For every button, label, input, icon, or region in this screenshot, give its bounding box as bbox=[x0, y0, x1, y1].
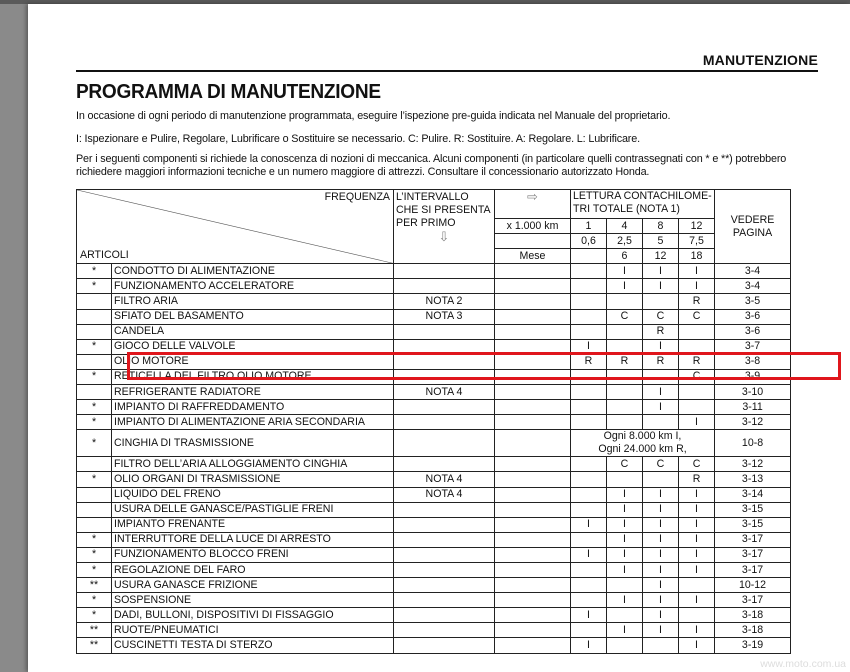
row-value: R bbox=[571, 354, 607, 369]
row-item: IMPIANTO FRENANTE bbox=[112, 517, 394, 532]
row-blank bbox=[495, 638, 571, 653]
header-frequenza: FREQUENZA bbox=[324, 191, 390, 203]
row-page: 3-15 bbox=[715, 502, 791, 517]
row-page: 10-8 bbox=[715, 430, 791, 457]
row-blank bbox=[495, 400, 571, 415]
row-note: NOTA 4 bbox=[394, 472, 495, 487]
row-value bbox=[571, 385, 607, 400]
row-page: 3-8 bbox=[715, 354, 791, 369]
row-note bbox=[394, 457, 495, 472]
row-mark bbox=[77, 502, 112, 517]
row-value: C bbox=[643, 309, 679, 324]
intro-paragraph: In occasione di ogni periodo di manutenzione programmata, eseguire l’ispezione pre-guida indicata nel Manuale del proprietario. bbox=[76, 110, 671, 122]
row-item: INTERRUTTORE DELLA LUCE DI ARRESTO bbox=[112, 532, 394, 547]
row-value: I bbox=[643, 487, 679, 502]
row-value: I bbox=[607, 623, 643, 638]
table-row bbox=[77, 623, 791, 638]
interval-line: Ogni 8.000 km I, bbox=[603, 430, 682, 443]
row-value: C bbox=[679, 369, 715, 384]
row-value: I bbox=[607, 532, 643, 547]
header-month-value: 12 bbox=[643, 249, 679, 264]
row-value bbox=[679, 400, 715, 415]
row-mark: * bbox=[77, 608, 112, 623]
row-page: 3-14 bbox=[715, 487, 791, 502]
row-mark: * bbox=[77, 279, 112, 294]
row-value: C bbox=[679, 457, 715, 472]
row-value bbox=[607, 608, 643, 623]
row-page: 3-9 bbox=[715, 369, 791, 384]
row-page: 3-13 bbox=[715, 472, 791, 487]
row-page: 3-5 bbox=[715, 294, 791, 309]
row-blank bbox=[495, 623, 571, 638]
row-value: I bbox=[643, 562, 679, 577]
row-blank bbox=[495, 309, 571, 324]
row-mark: * bbox=[77, 400, 112, 415]
header-rule bbox=[76, 70, 818, 72]
row-mark: * bbox=[77, 562, 112, 577]
row-note bbox=[394, 638, 495, 653]
row-interval-text bbox=[571, 430, 715, 457]
row-mark bbox=[77, 309, 112, 324]
row-page: 3-17 bbox=[715, 593, 791, 608]
row-note bbox=[394, 562, 495, 577]
row-blank bbox=[495, 593, 571, 608]
row-value: I bbox=[679, 532, 715, 547]
row-value bbox=[607, 294, 643, 309]
row-value bbox=[571, 457, 607, 472]
row-value bbox=[643, 294, 679, 309]
row-value: I bbox=[571, 608, 607, 623]
table-row bbox=[77, 457, 791, 472]
header-vedere-pagina: VEDERE PAGINA bbox=[715, 190, 791, 264]
row-value: I bbox=[571, 517, 607, 532]
row-item: FILTRO ARIA bbox=[112, 294, 394, 309]
row-page: 3-18 bbox=[715, 608, 791, 623]
row-note bbox=[394, 324, 495, 339]
row-value bbox=[607, 578, 643, 593]
row-mark bbox=[77, 487, 112, 502]
row-value: I bbox=[679, 502, 715, 517]
row-note bbox=[394, 593, 495, 608]
row-value: R bbox=[643, 324, 679, 339]
table-row bbox=[77, 385, 791, 400]
row-blank bbox=[495, 294, 571, 309]
header-lettura: LETTURA CONTACHILOME-TRI TOTALE (NOTA 1) bbox=[571, 190, 715, 219]
row-value bbox=[643, 415, 679, 430]
row-blank bbox=[495, 472, 571, 487]
row-mark bbox=[77, 294, 112, 309]
row-value: I bbox=[679, 279, 715, 294]
row-mark bbox=[77, 457, 112, 472]
row-item: RUOTE/PNEUMATICI bbox=[112, 623, 394, 638]
row-item: REFRIGERANTE RADIATORE bbox=[112, 385, 394, 400]
row-item: CANDELA bbox=[112, 324, 394, 339]
header-km-value: 8 bbox=[643, 219, 679, 234]
row-item: CINGHIA DI TRASMISSIONE bbox=[112, 430, 394, 457]
table-row bbox=[77, 430, 791, 457]
row-page: 3-6 bbox=[715, 324, 791, 339]
row-value bbox=[643, 472, 679, 487]
row-note bbox=[394, 547, 495, 562]
row-value bbox=[679, 385, 715, 400]
row-value bbox=[571, 309, 607, 324]
row-mark bbox=[77, 354, 112, 369]
row-note bbox=[394, 608, 495, 623]
row-value bbox=[643, 638, 679, 653]
row-value: R bbox=[643, 354, 679, 369]
header-mile-value: 7,5 bbox=[679, 234, 715, 249]
row-page: 3-12 bbox=[715, 457, 791, 472]
row-item: IMPIANTO DI ALIMENTAZIONE ARIA SECONDARIA bbox=[112, 415, 394, 430]
table-row bbox=[77, 578, 791, 593]
row-value bbox=[607, 415, 643, 430]
table-row bbox=[77, 279, 791, 294]
watermark: www.moto.com.ua bbox=[760, 658, 846, 670]
header-blank bbox=[495, 234, 571, 249]
row-item: FUNZIONAMENTO BLOCCO FRENI bbox=[112, 547, 394, 562]
row-value: I bbox=[643, 385, 679, 400]
row-mark bbox=[77, 517, 112, 532]
row-value bbox=[571, 502, 607, 517]
row-blank bbox=[495, 487, 571, 502]
row-blank bbox=[495, 517, 571, 532]
table-row bbox=[77, 502, 791, 517]
row-value bbox=[571, 264, 607, 279]
row-value: I bbox=[679, 593, 715, 608]
row-value: I bbox=[643, 578, 679, 593]
table-row bbox=[77, 309, 791, 324]
row-blank bbox=[495, 532, 571, 547]
row-mark: * bbox=[77, 547, 112, 562]
row-mark: * bbox=[77, 472, 112, 487]
row-item: OLIO ORGANI DI TRASMISSIONE bbox=[112, 472, 394, 487]
row-value bbox=[571, 324, 607, 339]
row-mark: ** bbox=[77, 578, 112, 593]
row-value: I bbox=[607, 517, 643, 532]
header-mile-value: 2,5 bbox=[607, 234, 643, 249]
row-blank bbox=[495, 547, 571, 562]
highlight-box-olio-motore bbox=[127, 352, 841, 380]
row-value: I bbox=[607, 562, 643, 577]
row-value: I bbox=[643, 593, 679, 608]
header-arrow-cell bbox=[495, 190, 571, 219]
row-value: I bbox=[643, 400, 679, 415]
header-mile-value: 5 bbox=[643, 234, 679, 249]
row-value bbox=[571, 562, 607, 577]
table-row bbox=[77, 593, 791, 608]
row-blank bbox=[495, 608, 571, 623]
row-value: I bbox=[643, 279, 679, 294]
row-value: I bbox=[679, 623, 715, 638]
header-km-value: 4 bbox=[607, 219, 643, 234]
row-mark: * bbox=[77, 415, 112, 430]
header-month-value: 18 bbox=[679, 249, 715, 264]
row-mark: * bbox=[77, 430, 112, 457]
row-page: 3-17 bbox=[715, 532, 791, 547]
row-note bbox=[394, 517, 495, 532]
row-value: R bbox=[679, 354, 715, 369]
header-frequency-articles bbox=[77, 190, 394, 264]
row-value: I bbox=[643, 264, 679, 279]
table-row bbox=[77, 562, 791, 577]
row-value: I bbox=[607, 264, 643, 279]
row-value: R bbox=[679, 472, 715, 487]
row-blank bbox=[495, 415, 571, 430]
row-page: 3-19 bbox=[715, 638, 791, 653]
row-mark bbox=[77, 324, 112, 339]
row-value: I bbox=[643, 532, 679, 547]
table-row bbox=[77, 415, 791, 430]
mechanics-paragraph: Per i seguenti componenti si richiede la conoscenza di nozioni di meccanica. Alcuni componenti (in particolare quelli contrassegnati con * e **) potrebbero richiedere maggiori informazioni tecniche e un numero maggiore di attrezzi. Consultare il concessionario autorizzato Honda. bbox=[76, 153, 787, 179]
row-note bbox=[394, 623, 495, 638]
row-value bbox=[571, 279, 607, 294]
header-month-value bbox=[571, 249, 607, 264]
row-page: 3-17 bbox=[715, 547, 791, 562]
row-value: I bbox=[679, 415, 715, 430]
maintenance-rows bbox=[77, 264, 791, 653]
row-mark: * bbox=[77, 264, 112, 279]
header-intervallo bbox=[394, 190, 495, 264]
row-page: 3-4 bbox=[715, 279, 791, 294]
maintenance-table bbox=[76, 189, 791, 654]
row-item: REGOLAZIONE DEL FARO bbox=[112, 562, 394, 577]
row-value: I bbox=[679, 517, 715, 532]
row-item: USURA DELLE GANASCE/PASTIGLIE FRENI bbox=[112, 502, 394, 517]
table-row bbox=[77, 487, 791, 502]
section-header: MANUTENZIONE bbox=[702, 52, 818, 68]
row-value: R bbox=[679, 294, 715, 309]
row-item: CONDOTTO DI ALIMENTAZIONE bbox=[112, 264, 394, 279]
row-page: 3-6 bbox=[715, 309, 791, 324]
row-value: I bbox=[571, 638, 607, 653]
row-item: SOSPENSIONE bbox=[112, 593, 394, 608]
table-row bbox=[77, 547, 791, 562]
arrow-right-icon: ⇨ bbox=[527, 189, 538, 204]
row-value: I bbox=[643, 608, 679, 623]
header-km-value: 1 bbox=[571, 219, 607, 234]
table-row bbox=[77, 294, 791, 309]
row-mark: * bbox=[77, 339, 112, 354]
header-mese-label: Mese bbox=[495, 249, 571, 264]
row-mark: * bbox=[77, 593, 112, 608]
row-value: I bbox=[679, 547, 715, 562]
row-blank bbox=[495, 502, 571, 517]
row-value: C bbox=[643, 457, 679, 472]
row-value: I bbox=[607, 487, 643, 502]
row-value: I bbox=[643, 623, 679, 638]
row-item: USURA GANASCE FRIZIONE bbox=[112, 578, 394, 593]
row-note bbox=[394, 415, 495, 430]
row-value: I bbox=[571, 547, 607, 562]
row-item: FUNZIONAMENTO ACCELERATORE bbox=[112, 279, 394, 294]
row-item: SFIATO DEL BASAMENTO bbox=[112, 309, 394, 324]
table-row bbox=[77, 517, 791, 532]
row-blank bbox=[495, 578, 571, 593]
row-note bbox=[394, 578, 495, 593]
table-row bbox=[77, 324, 791, 339]
row-value: I bbox=[679, 638, 715, 653]
row-page: 3-7 bbox=[715, 339, 791, 354]
table-row bbox=[77, 638, 791, 653]
row-value: R bbox=[607, 354, 643, 369]
row-value bbox=[571, 415, 607, 430]
row-page: 3-4 bbox=[715, 264, 791, 279]
row-value bbox=[679, 578, 715, 593]
row-value bbox=[571, 593, 607, 608]
row-blank bbox=[495, 279, 571, 294]
table-row bbox=[77, 264, 791, 279]
row-value: I bbox=[607, 502, 643, 517]
header-km-value: 12 bbox=[679, 219, 715, 234]
row-value: I bbox=[679, 562, 715, 577]
row-value: I bbox=[643, 547, 679, 562]
arrow-down-icon: ⇩ bbox=[438, 229, 450, 244]
table-row bbox=[77, 532, 791, 547]
row-value: I bbox=[607, 593, 643, 608]
header-month-value: 6 bbox=[607, 249, 643, 264]
legend-paragraph: I: Ispezionare e Pulire, Regolare, Lubrificare o Sostituire se necessario. C: Pulire. R: Sostituire. A: Regolare. L: Lubrificare. bbox=[76, 133, 640, 145]
row-page: 3-11 bbox=[715, 400, 791, 415]
row-item: CUSCINETTI TESTA DI STERZO bbox=[112, 638, 394, 653]
interval-line: Ogni 24.000 km R, bbox=[598, 443, 687, 456]
row-blank bbox=[495, 430, 571, 457]
row-value: I bbox=[607, 279, 643, 294]
row-note: NOTA 4 bbox=[394, 385, 495, 400]
row-note bbox=[394, 279, 495, 294]
row-mark: ** bbox=[77, 638, 112, 653]
row-note bbox=[394, 264, 495, 279]
row-page: 3-15 bbox=[715, 517, 791, 532]
row-value bbox=[607, 400, 643, 415]
row-page: 3-18 bbox=[715, 623, 791, 638]
row-mark: ** bbox=[77, 623, 112, 638]
row-value: I bbox=[643, 517, 679, 532]
row-item: IMPIANTO DI RAFFREDDAMENTO bbox=[112, 400, 394, 415]
row-page: 3-12 bbox=[715, 415, 791, 430]
row-value: I bbox=[679, 264, 715, 279]
header-intervallo-text: L’INTERVALLO CHE SI PRESENTA PER PRIMO bbox=[396, 191, 490, 229]
row-blank bbox=[495, 324, 571, 339]
row-value bbox=[679, 324, 715, 339]
row-value: I bbox=[607, 547, 643, 562]
row-value: C bbox=[607, 457, 643, 472]
page-title: PROGRAMMA DI MANUTENZIONE bbox=[76, 80, 381, 103]
row-mark: * bbox=[77, 369, 112, 384]
table-row bbox=[77, 400, 791, 415]
row-value bbox=[571, 532, 607, 547]
row-item: FILTRO DELL’ARIA ALLOGGIAMENTO CINGHIA bbox=[112, 457, 394, 472]
row-item: OLIO MOTORE bbox=[112, 354, 394, 369]
row-value: I bbox=[679, 487, 715, 502]
row-blank bbox=[495, 264, 571, 279]
row-mark bbox=[77, 385, 112, 400]
row-item: DADI, BULLONI, DISPOSITIVI DI FISSAGGIO bbox=[112, 608, 394, 623]
row-item: RETICELLA DEL FILTRO OLIO MOTORE bbox=[112, 369, 394, 384]
row-page: 3-10 bbox=[715, 385, 791, 400]
table-row bbox=[77, 608, 791, 623]
header-mile-value: 0,6 bbox=[571, 234, 607, 249]
row-mark: * bbox=[77, 532, 112, 547]
row-value bbox=[571, 294, 607, 309]
row-value bbox=[679, 608, 715, 623]
row-value bbox=[571, 400, 607, 415]
row-note bbox=[394, 430, 495, 457]
row-item: GIOCO DELLE VALVOLE bbox=[112, 339, 394, 354]
row-note: NOTA 2 bbox=[394, 294, 495, 309]
row-page: 3-17 bbox=[715, 562, 791, 577]
row-note bbox=[394, 532, 495, 547]
row-item: LIQUIDO DEL FRENO bbox=[112, 487, 394, 502]
table-row bbox=[77, 472, 791, 487]
row-value bbox=[607, 324, 643, 339]
row-blank bbox=[495, 562, 571, 577]
row-value bbox=[571, 578, 607, 593]
row-value bbox=[607, 472, 643, 487]
row-value: C bbox=[679, 309, 715, 324]
row-note: NOTA 3 bbox=[394, 309, 495, 324]
row-blank bbox=[495, 457, 571, 472]
row-value bbox=[571, 487, 607, 502]
row-value: I bbox=[643, 502, 679, 517]
row-page: 10-12 bbox=[715, 578, 791, 593]
header-km-label: x 1.000 km bbox=[495, 219, 571, 234]
row-blank bbox=[495, 385, 571, 400]
row-value: C bbox=[607, 309, 643, 324]
row-note: NOTA 4 bbox=[394, 487, 495, 502]
row-value bbox=[607, 638, 643, 653]
row-value bbox=[571, 623, 607, 638]
header-articoli: ARTICOLI bbox=[80, 249, 129, 262]
row-note bbox=[394, 502, 495, 517]
row-value bbox=[607, 385, 643, 400]
row-note bbox=[394, 400, 495, 415]
row-value: I bbox=[571, 339, 607, 354]
row-value: I bbox=[643, 339, 679, 354]
row-value bbox=[571, 472, 607, 487]
